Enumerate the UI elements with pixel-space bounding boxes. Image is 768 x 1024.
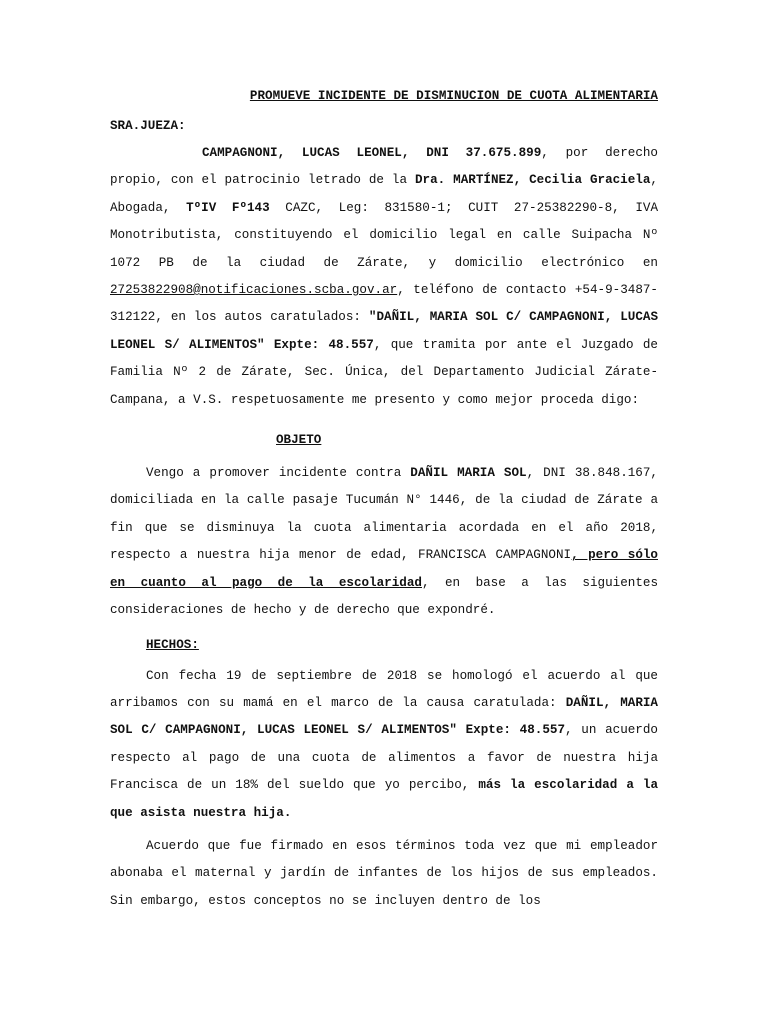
hechos-text-1: Con fecha 19 de septiembre de 2018 se homologó el acuerdo al que arribamos con su mamá en el marco de la causa caratulada: <box>110 668 658 710</box>
lawyer-registration: TºIV Fº143 <box>186 200 270 215</box>
objeto-paragraph <box>110 460 658 624</box>
hechos-paragraph-2: Acuerdo que fue firmado en esos términos toda vez que mi empleador abonaba el maternal y jardín de infantes de los hijos de sus empleados. Sin embargo, estos conceptos no se incluyen dentro de los <box>110 838 658 908</box>
hechos-text-2: , un acuerdo respecto al pago de una cuota de alimentos a favor de nuestra hija Francisca de un 18% del sueldo que yo percibo, <box>110 723 658 793</box>
lawyer-name: Dra. MARTÍNEZ, Cecilia Graciela <box>414 173 651 188</box>
objeto-heading: OBJETO <box>276 433 322 448</box>
objeto-text-2: , DNI 38.848.167, domiciliada en la calle pasaje Tucumán N° 1446, de la ciudad de Zárate a fin que se disminuya la cuota alimentaria acordada en el año 2018, respecto a nuestra hija menor de edad, FRANCISCA CAMPAGNONI <box>110 466 658 563</box>
objeto-text-1: Vengo a promover incidente contra <box>146 466 411 481</box>
hechos-case-caption: DAÑIL, MARIA SOL C/ CAMPAGNONI, LUCAS LEONEL S/ ALIMENTOS" Expte: 48.557 <box>110 695 658 738</box>
objeto-emphasis: , pero sólo en cuanto al pago de la escolaridad <box>110 548 658 590</box>
intro-text-4: , teléfono de contacto +54-9-3487-312122, en los autos caratulados: <box>110 283 658 325</box>
objeto-text-3: , en base a las siguientes consideraciones de hecho y de derecho que expondré. <box>110 575 659 618</box>
hechos-heading: HECHOS: <box>146 637 199 652</box>
addressee: SRA.JUEZA: <box>110 119 186 133</box>
intro-text-3: CAZC, Leg: 831580-1; CUIT 27-25382290-8, IVA Monotributista, constituyendo el domicilio legal en calle Suipacha Nº 1072 PB de la ciudad de Zárate, y domicilio electrónico en <box>110 200 658 270</box>
intro-text-5: , que tramita por ante el Juzgado de Familia Nº 2 de Zárate, Sec. Única, del Departamento Judicial Zárate-Campana, a V.S. respetuosamente me presento y como mejor proceda digo: <box>110 337 658 407</box>
defendant-name: DAÑIL MARIA SOL <box>410 466 527 481</box>
document-page <box>110 84 658 915</box>
document-title: PROMUEVE INCIDENTE DE DISMINUCION DE CUOTA ALIMENTARIA <box>249 89 658 103</box>
intro-paragraph <box>110 140 658 414</box>
electronic-domicile-link[interactable]: 27253822908@notificaciones.scba.gov.ar <box>110 283 398 298</box>
hechos-emphasis: más la escolaridad a la que asista nuestra hija. <box>110 778 659 820</box>
intro-text-1: , por derecho propio, con el patrocinio letrado de la <box>110 146 658 188</box>
plaintiff-name: CAMPAGNONI, LUCAS LEONEL, DNI 37.675.899 <box>202 146 542 160</box>
case-caption: "DAÑIL, MARIA SOL C/ CAMPAGNONI, LUCAS LEONEL S/ ALIMENTOS" Expte: 48.557 <box>110 310 658 352</box>
intro-text-2: , Abogada, <box>110 173 658 215</box>
hechos-paragraph-1 <box>110 663 658 827</box>
